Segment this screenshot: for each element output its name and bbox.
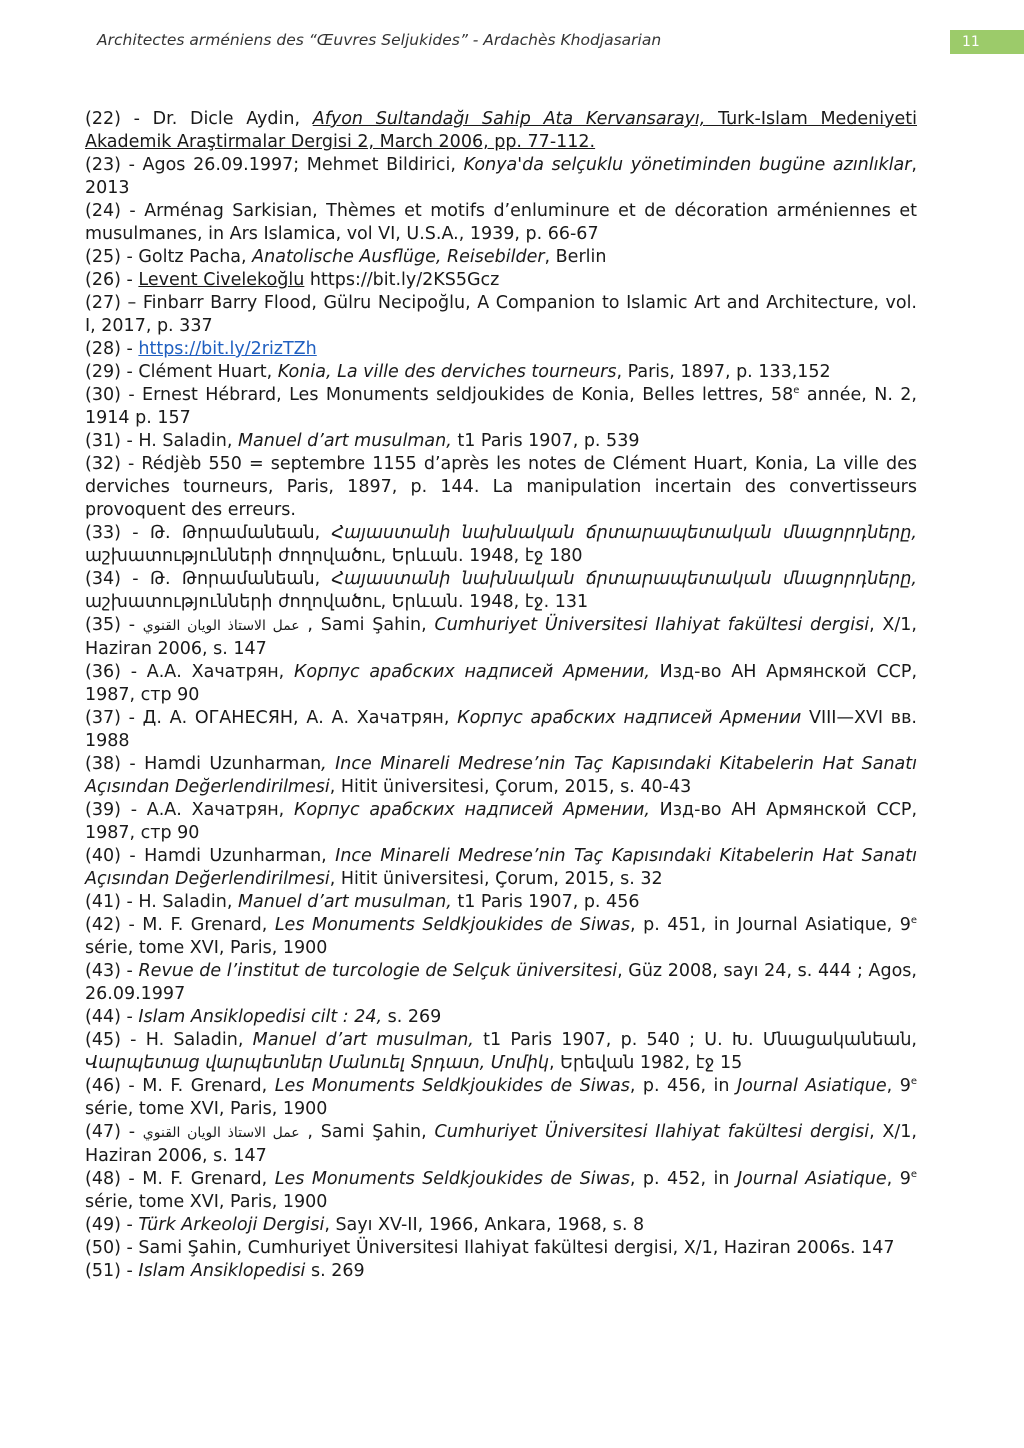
endnote-text: e [910, 915, 917, 927]
endnote-item [85, 361, 917, 384]
endnote-text: , X/1, Haziran 2006, s. 147 [85, 615, 917, 659]
endnote-text: (48) - M. F. Grenard, [85, 1169, 275, 1189]
endnote-item [85, 799, 917, 845]
endnote-text: VIII—XVI вв. 1988 [85, 708, 917, 751]
endnote-text: Manuel d’art musulman, [237, 892, 452, 912]
endnote-text: série, tome XVI, Paris, 1900 [85, 1099, 328, 1119]
endnote-text: Islam Ansiklopedisi cilt : 24, [138, 1007, 383, 1027]
endnote-text: Корпус арабских надписей Армении, [294, 662, 650, 682]
endnote-text: , Paris, 1897, p. 133,152 [616, 362, 831, 382]
endnote-text: , 9 [886, 1169, 911, 1189]
endnote-text: (26) - [85, 270, 139, 290]
endnote-text: աշխատությունների ժողովածու, Երևան. 1948, էջ 180 [85, 546, 583, 566]
endnote-text: Ince Minareli Medrese’nin Taç Kapısındaki Kitabelerin Hat Sanatı Açısından Değerlendirilmesi [85, 846, 917, 889]
endnote-text: e [910, 1169, 918, 1181]
endnote-text: (46) - M. F. Grenard, [85, 1076, 275, 1096]
endnote-item [85, 453, 917, 522]
endnote-text: Afyon Sultandağı Sahip Ata Kervansarayı, [312, 109, 706, 129]
endnote-text: Konia, La ville des derviches tourneurs [277, 362, 617, 382]
endnote-text: (42) - M. F. Grenard, [85, 915, 275, 935]
endnote-item [85, 661, 917, 707]
endnote-text: (37) - Д. А. ОГАНЕСЯН, А. А. Хачатрян, [85, 708, 458, 728]
endnote-text: , 9 [886, 1076, 911, 1096]
running-title: Architectes arméniens des “Œuvres Seljukides” - Ardachès Khodjasarian [97, 31, 662, 49]
endnote-item [85, 200, 917, 246]
endnote-text: , p. 452, in [629, 1169, 737, 1189]
page-number-badge: 11 [950, 30, 1024, 54]
endnote-text: Les Monuments Seldkjoukides de Siwas [274, 1169, 630, 1189]
endnote-text: (33) - Թ. Թորամանեան, [85, 523, 332, 543]
endnote-text: (28) - [85, 339, 139, 359]
endnote-text: Türk Arkeoloji Dergisi [138, 1215, 325, 1235]
endnote-text: Turk-Islam Medeniyeti Akademik Araştirmalar Dergisi 2, March 2006, pp. 77-112. [85, 109, 917, 152]
endnote-text: Levent Civelekoğlu [138, 270, 305, 290]
endnotes-list [85, 108, 917, 1283]
endnote-item [85, 384, 917, 430]
endnote-item [85, 1075, 917, 1121]
endnote-text: , Ince Minareli Medrese’nin Taç Kapısındaki Kitabelerin Hat Sanatı Açısından Değerlendirilmesi [85, 754, 917, 797]
endnote-text: Հայաստանի նախնական ճրտարապետական մնացորդները, [331, 569, 917, 589]
endnote-item [85, 845, 917, 891]
endnote-text: (31) - H. Saladin, [85, 431, 238, 451]
endnote-text: , p. 456, in [629, 1076, 737, 1096]
page-header [0, 0, 1024, 60]
endnote-text: , Sami Şahin, [299, 615, 435, 635]
endnote-text: Journal Asiatique [736, 1076, 887, 1096]
endnote-text: (44) - [85, 1007, 139, 1027]
endnote-text: , X/1, Haziran 2006, s. 147 [85, 1122, 917, 1166]
endnote-text: (51) - [85, 1261, 139, 1281]
endnote-text: , Hitit üniversitesi, Çorum, 2015, s. 32 [329, 869, 663, 889]
endnote-item [85, 960, 917, 1006]
endnote-item [85, 338, 917, 361]
endnote-text: (47) - [85, 1122, 143, 1142]
endnote-item [85, 1214, 917, 1237]
endnote-item [85, 614, 917, 661]
endnote-item [85, 1168, 917, 1214]
endnote-item [85, 1260, 917, 1283]
endnote-text: Revue de l’institut de turcologie de Selçuk üniversitesi [138, 961, 618, 981]
endnote-text: année, N. 2, 1914 p. 157 [85, 385, 917, 428]
endnote-text: , Hitit üniversitesi, Çorum, 2015, s. 40-43 [329, 777, 692, 797]
endnote-text: Հայաստանի նախնական ճրտարապետական մնացորդները, [331, 523, 917, 543]
endnote-item [85, 753, 917, 799]
endnote-text: (38) - Hamdi Uzunharman [85, 754, 322, 774]
endnote-text: (36) - А.А. Хачатрян, [85, 662, 294, 682]
endnote-item [85, 1029, 917, 1075]
endnote-text: t1 Paris 1907, p. 456 [451, 892, 640, 912]
endnote-text: , Berlin [544, 247, 607, 267]
endnote-item [85, 891, 917, 914]
endnote-item [85, 292, 917, 338]
endnote-text: Journal Asiatique [736, 1169, 887, 1189]
endnote-text: Cumhuriyet Üniversitesi Ilahiyat fakültesi dergisi [434, 1122, 870, 1142]
endnote-text: Изд-во АН Армянской ССР, 1987, стр 90 [85, 662, 918, 705]
endnote-text: աշխատությունների ժողովածու, Երևան. 1948, էջ. 131 [85, 592, 589, 612]
endnote-text: s. 269 [305, 1261, 365, 1281]
endnote-item [85, 707, 917, 753]
endnote-text: Корпус арабских надписей Армении [457, 708, 802, 728]
endnote-text: (22) - Dr. Dicle Aydin, [85, 109, 313, 129]
endnote-item [85, 568, 917, 614]
endnote-text: Cumhuriyet Üniversitesi Ilahiyat fakültesi dergisi [434, 615, 870, 635]
endnote-text: (27) – Finbarr Barry Flood, Gülru Necipoğlu, A Companion to Islamic Art and Architecture, vol. I, 2017, p. 337 [85, 293, 917, 336]
endnote-text: (24) - Arménag Sarkisian, Thèmes et motifs d’enluminure et de décoration arméniennes et musulmanes, in Ars Islamica, vol VI, U.S.A., 1939, p. 66-67 [85, 201, 917, 244]
endnote-item [85, 522, 917, 568]
endnote-text: Islam Ansiklopedisi [138, 1261, 306, 1281]
endnote-item [85, 269, 917, 292]
endnote-text: , p. 451, in Journal Asiatique, 9 [630, 915, 911, 935]
endnote-text: (34) - Թ. Թորամանեան, [85, 569, 332, 589]
endnote-text: (45) - H. Saladin, [85, 1030, 253, 1050]
endnote-text: (23) - Agos 26.09.1997; Mehmet Bildirici, [85, 155, 464, 175]
endnote-text: (50) - Sami Şahin, Cumhuriyet Üniversitesi Ilahiyat fakültesi dergisi, X/1, Haziran 2006s. 147 [85, 1238, 895, 1258]
endnote-item [85, 246, 917, 269]
endnote-text: (39) - А.А. Хачатрян, [85, 800, 294, 820]
endnote-text: t1 Paris 1907, p. 540 ; Ս. Խ. Մնացականեան, [473, 1030, 917, 1050]
endnote-item [85, 154, 917, 200]
endnote-item [85, 1121, 917, 1168]
endnote-text: série, tome XVI, Paris, 1900 [85, 1192, 328, 1212]
endnote-text: عمل الاستاذ الويان القنوي [142, 618, 300, 634]
endnote-text: Les Monuments Seldkjoukides de Siwas [274, 1076, 630, 1096]
endnote-text: , Երեվան 1982, էջ 15 [549, 1053, 743, 1073]
endnote-text: (30) - Ernest Hébrard, Les Monuments seldjoukides de Konia, Belles lettres, 58 [85, 385, 794, 405]
endnote-item [85, 1006, 917, 1029]
endnote-text: , Sami Şahin, [299, 1122, 435, 1142]
endnote-item [85, 108, 917, 154]
endnote-text: https://bit.ly/2KS5Gcz [304, 270, 500, 290]
endnote-text: (43) - [85, 961, 139, 981]
endnote-text: (49) - [85, 1215, 139, 1235]
endnote-text: عمل الاستاذ الويان القنوي [142, 1125, 300, 1141]
endnote-item [85, 1237, 917, 1260]
endnote-text: Anatolische Ausflüge, Reisebilder [252, 247, 545, 267]
endnote-text: (35) - [85, 615, 143, 635]
endnote-text: Վարպետաց վարպետներ Մանուել Տրդատ, Մոմիկ [85, 1053, 550, 1073]
endnote-text: (41) - H. Saladin, [85, 892, 238, 912]
endnote-text: série, tome XVI, Paris, 1900 [85, 938, 328, 958]
endnote-text: t1 Paris 1907, p. 539 [451, 431, 640, 451]
endnote-text: Корпус арабских надписей Армении, [294, 800, 650, 820]
endnote-text: (32) - Rédjèb 550 = septembre 1155 d’après les notes de Clément Huart, Konia, La ville des derviches tourneurs, Paris, 1897, p. 144. La manipulation incertain des convertisseurs provoquent des erreurs. [85, 454, 917, 520]
endnote-text: Konya'da selçuklu yönetiminden bugüne azınlıklar [463, 155, 912, 175]
endnote-item [85, 430, 917, 453]
endnote-text: (25) - Goltz Pacha, [85, 247, 253, 267]
endnote-text: Les Monuments Seldkjoukides de Siwas [274, 915, 631, 935]
endnote-text: , Sayı XV-II, 1966, Ankara, 1968, s. 8 [324, 1215, 645, 1235]
endnote-text: Manuel d’art musulman, [252, 1030, 474, 1050]
endnote-item [85, 914, 917, 960]
endnote-text: e [793, 385, 800, 397]
endnote-text: (29) - Clément Huart, [85, 362, 278, 382]
endnote-text: , Güz 2008, sayı 24, s. 444 ; Agos, 26.09.1997 [85, 961, 917, 1004]
endnote-text: s. 269 [382, 1007, 442, 1027]
endnote-link[interactable]: https://bit.ly/2rizTZh [138, 339, 317, 359]
endnote-text: , 2013 [85, 155, 917, 198]
endnote-text: Изд-во АН Армянской ССР, 1987, стр 90 [85, 800, 918, 843]
endnote-text: e [910, 1076, 918, 1088]
endnote-text: Manuel d’art musulman, [237, 431, 452, 451]
endnote-text: (40) - Hamdi Uzunharman, [85, 846, 336, 866]
